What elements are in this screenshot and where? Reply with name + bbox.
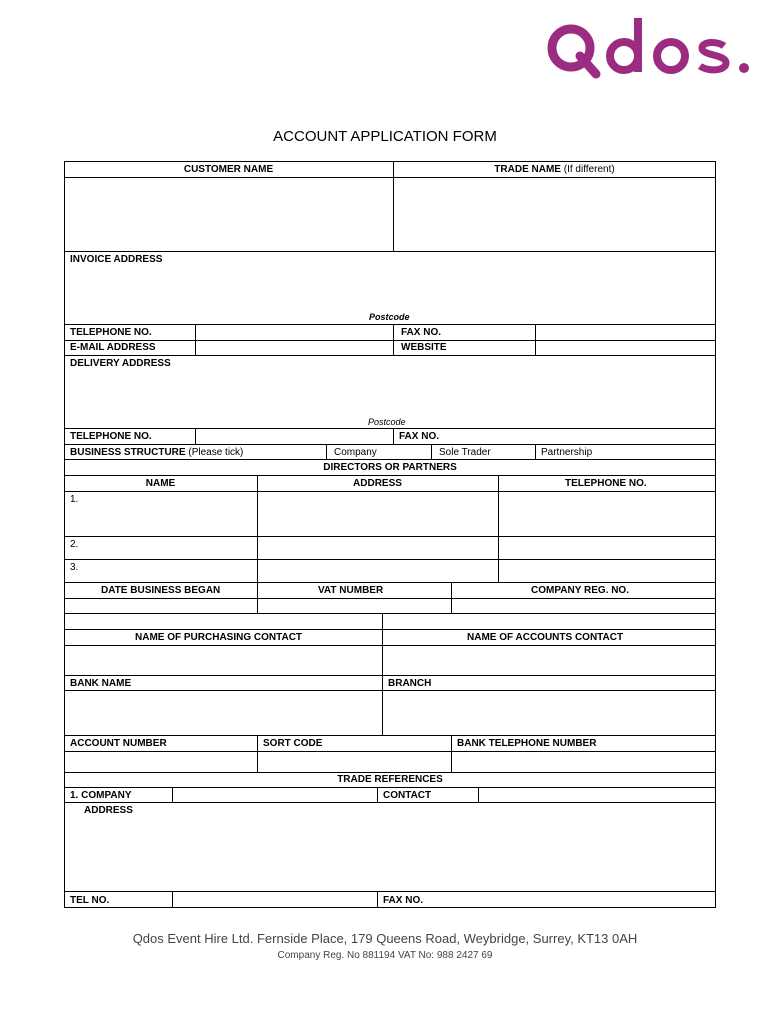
ref-fax-field[interactable] [378,892,715,907]
email-label: E-MAIL ADDRESS [70,342,156,353]
invoice-postcode-label: Postcode [369,312,410,322]
website-field[interactable] [536,341,715,354]
invoice-telephone-field[interactable] [196,325,392,339]
ref-company-label: 1. COMPANY [70,790,132,801]
footer-company-address: Qdos Event Hire Ltd. Fernside Place, 179 Queens Road, Weybridge, Surrey, KT13 0AH [132,931,638,946]
account-number-label: ACCOUNT NUMBER [70,738,167,749]
delivery-telephone-label: TELEPHONE NO. [70,431,152,442]
delivery-telephone-field[interactable] [196,429,392,443]
vat-number-label: VAT NUMBER [318,585,384,596]
ref-tel-field[interactable] [173,892,376,907]
directors-name-header: NAME [145,478,176,489]
director-1-telephone-field[interactable] [499,492,715,535]
vat-number-field[interactable] [258,599,450,612]
ref-contact-label: CONTACT [383,790,432,801]
invoice-address-field[interactable] [65,268,715,323]
invoice-telephone-label: TELEPHONE NO. [70,327,152,338]
business-structure-label: BUSINESS STRUCTURE [70,447,186,458]
invoice-fax-field[interactable] [536,325,715,339]
structure-option-partnership[interactable]: Partnership [541,447,593,458]
director-row-1-number: 1. [70,494,79,505]
trade-references-heading: TRADE REFERENCES [337,774,443,785]
website-label: WEBSITE [401,342,447,353]
delivery-fax-label: FAX NO. [399,431,440,442]
accounts-contact-field[interactable] [383,646,715,674]
qdos-logo [546,12,752,82]
branch-label: BRANCH [388,678,432,689]
trade-name-label: TRADE NAME [494,164,561,175]
invoice-address-label: INVOICE ADDRESS [70,254,163,265]
delivery-fax-field[interactable] [394,429,715,443]
ref-fax-label: FAX NO. [383,895,424,906]
branch-field[interactable] [383,691,715,734]
bank-name-label: BANK NAME [70,678,132,689]
director-1-address-field[interactable] [258,492,497,535]
trade-name-header [393,164,716,176]
accounts-contact-label: NAME OF ACCOUNTS CONTACT [467,632,624,643]
company-reg-label: COMPANY REG. NO. [531,585,629,596]
footer-registration: Company Reg. No 881194 VAT No: 988 2427 69 [277,950,493,961]
sort-code-label: SORT CODE [263,738,323,749]
purchasing-contact-field[interactable] [65,646,381,674]
customer-name-field[interactable] [65,178,392,250]
purchasing-contact-label: NAME OF PURCHASING CONTACT [135,632,303,643]
email-field[interactable] [196,341,392,354]
date-business-began-label: DATE BUSINESS BEGAN [101,585,221,596]
structure-option-sole-trader[interactable]: Sole Trader [439,447,491,458]
director-row-2-number: 2. [70,539,79,550]
bank-telephone-label: BANK TELEPHONE NUMBER [457,738,597,749]
bank-telephone-field[interactable] [452,752,715,771]
directors-heading: DIRECTORS OR PARTNERS [323,462,457,473]
customer-name-label: CUSTOMER NAME [183,164,274,175]
ref-company-field[interactable] [173,788,376,801]
ref-address-field[interactable] [65,818,715,890]
delivery-address-field[interactable] [65,372,715,427]
ref-address-label: ADDRESS [84,805,133,816]
directors-telephone-header: TELEPHONE NO. [565,478,647,489]
company-reg-field[interactable] [452,599,715,612]
business-structure-note: (Please tick) [188,447,244,458]
sort-code-field[interactable] [258,752,450,771]
delivery-address-label: DELIVERY ADDRESS [70,358,171,369]
bank-name-field[interactable] [65,691,381,734]
directors-address-header: ADDRESS [353,478,402,489]
form-title: ACCOUNT APPLICATION FORM [273,128,497,145]
ref-contact-field[interactable] [479,788,715,801]
invoice-fax-label: FAX NO. [401,327,442,338]
ref-tel-label: TEL NO. [70,895,110,906]
director-row-3-number: 3. [70,562,79,573]
delivery-postcode-label: Postcode [368,417,406,427]
date-business-began-field[interactable] [65,599,256,612]
trade-name-note: (If different) [563,164,615,175]
business-structure-header [70,447,243,459]
trade-name-field[interactable] [394,178,715,250]
structure-option-company[interactable]: Company [334,447,377,458]
account-number-field[interactable] [65,752,256,771]
